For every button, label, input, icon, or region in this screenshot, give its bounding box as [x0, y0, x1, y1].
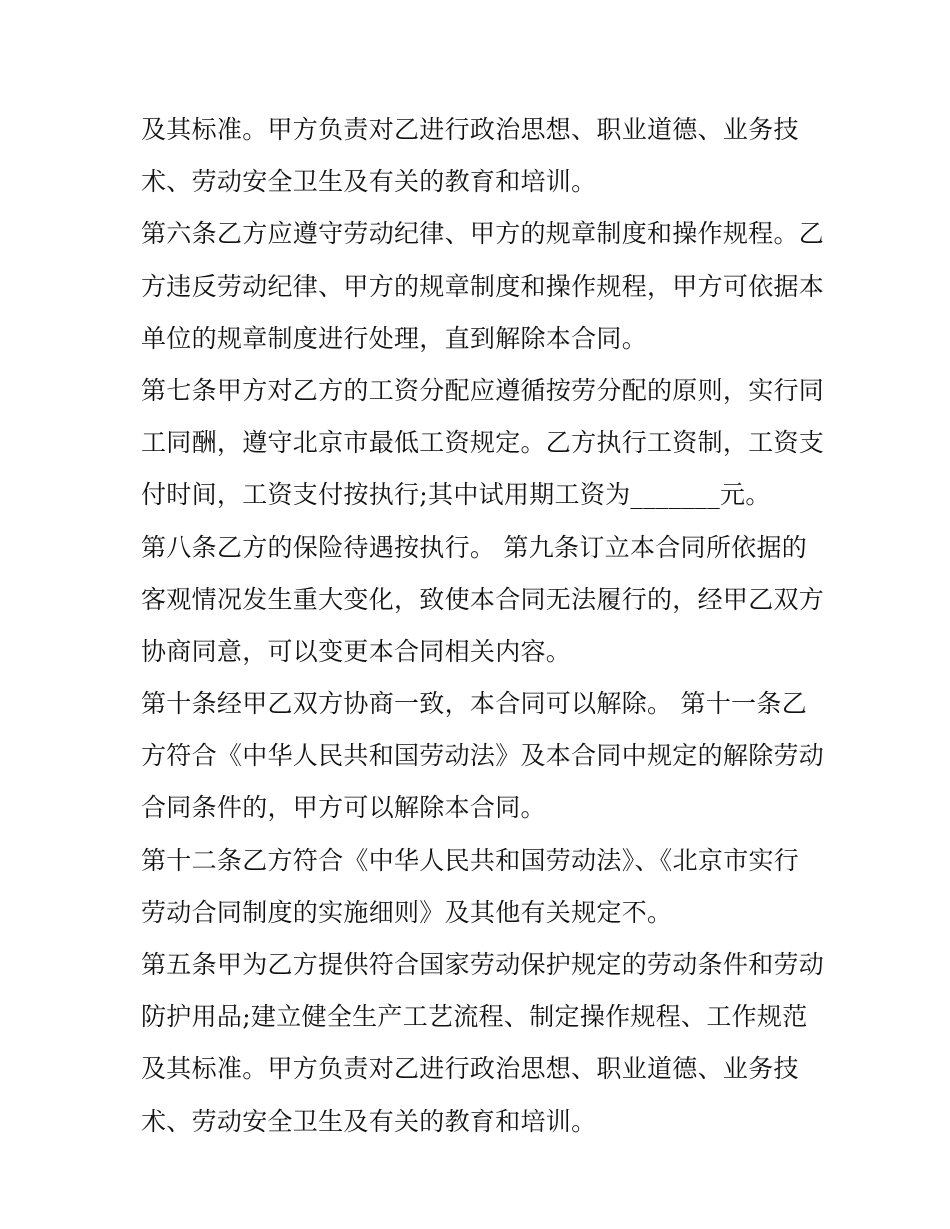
text-line: 协商同意，可以变更本合同相关内容。	[141, 636, 572, 666]
text-line: 单位的规章制度进行处理，直到解除本合同。	[141, 323, 648, 353]
text-line: 客观情况发生重大变化，致使本合同无法履行的，经甲乙双方	[141, 584, 825, 614]
text-line: 第七条甲方对乙方的工资分配应遵循按劳分配的原则，实行同	[141, 375, 825, 405]
text-line: 第十二条乙方符合《中华人民共和国劳动法》、《北京市实行	[141, 845, 800, 875]
text-line: 及其标准。甲方负责对乙进行政治思想、职业道德、业务技	[141, 1054, 799, 1084]
text-line: 第十条经甲乙双方协商一致，本合同可以解除。 第十一条乙	[141, 689, 808, 719]
text-line: 方符合《中华人民共和国劳动法》及本合同中规定的解除劳动	[141, 741, 825, 771]
text-line: 第八条乙方的保险待遇按执行。 第九条订立本合同所依据的	[141, 532, 808, 562]
text-line: 防护用品;建立健全生产工艺流程、制定操作规程、工作规范	[141, 1002, 808, 1032]
text-line: 术、劳动安全卫生及有关的教育和培训。	[141, 1106, 597, 1136]
text-line: 付时间，工资支付按执行;其中试用期工资为_______元。	[141, 480, 771, 510]
text-line: 及其标准。甲方负责对乙进行政治思想、职业道德、业务技	[141, 115, 799, 144]
text-line: 术、劳动安全卫生及有关的教育和培训。	[141, 167, 597, 197]
text-line: 第五条甲为乙方提供符合国家劳动保护规定的劳动条件和劳动	[141, 950, 825, 979]
text-line: 第六条乙方应遵守劳动纪律、甲方的规章制度和操作规程。乙	[141, 219, 825, 249]
text-line: 劳动合同制度的实施细则》及其他有关规定不。	[141, 897, 673, 927]
text-line: 方违反劳动纪律、甲方的规章制度和操作规程，甲方可依据本	[141, 271, 825, 301]
document-body	[141, 104, 825, 1148]
text-line: 合同条件的，甲方可以解除本合同。	[141, 793, 546, 823]
text-line: 工同酬，遵守北京市最低工资规定。乙方执行工资制，工资支	[141, 428, 825, 458]
